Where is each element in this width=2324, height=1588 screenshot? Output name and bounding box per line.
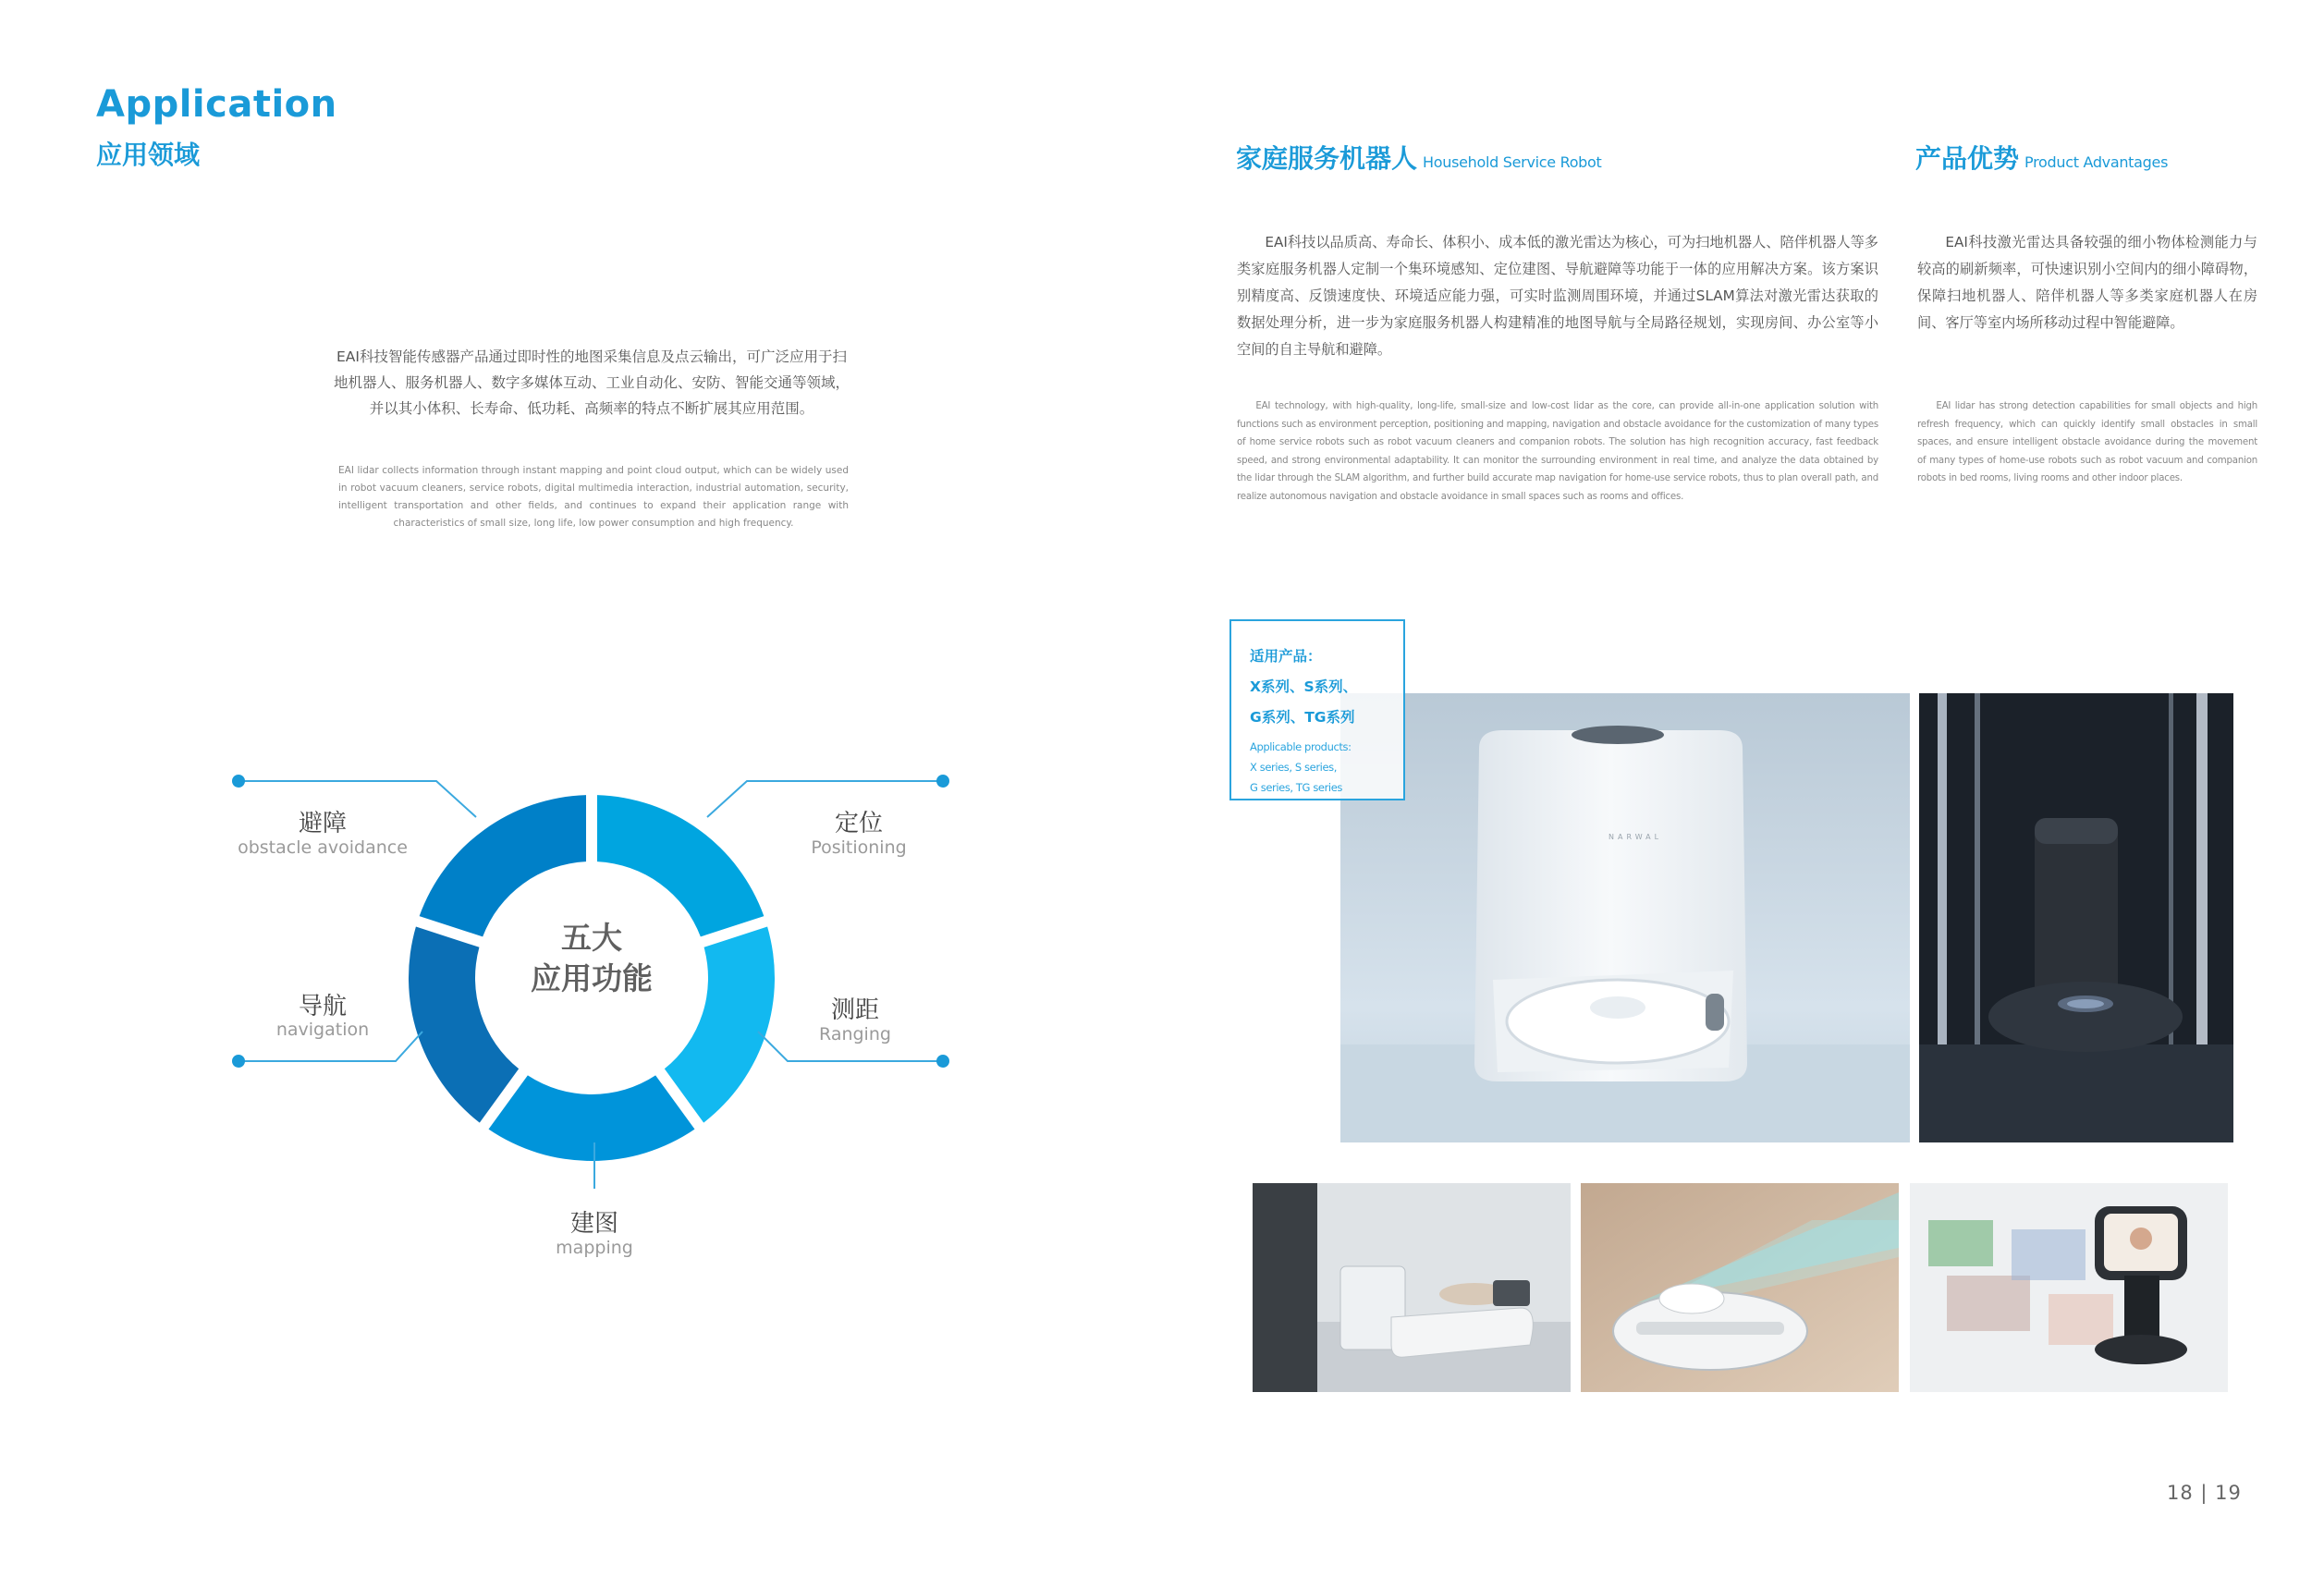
applicable-products-en-line1: Applicable products: (1250, 740, 1352, 753)
household-robot-title-en: Household Service Robot (1423, 153, 1602, 171)
applicable-series-cn-1: X系列、S系列、 (1250, 678, 1358, 695)
photo-base-station (1340, 693, 1910, 1142)
household-robot-body-en: EAI technology, with high-quality, long-life, small-size and low-cost lidar as the core, can provide all-in-one application solution with functions such as environment perception, positioning and mapping, navigation and obstacle avoidance for the customization of many types of home service robots such as robot vacuum cleaners and companion robots. The solution has high recognition accuracy, fast feedback speed, and strong environmental adaptability. It can monitor the surrounding environment in real time, and analyze the data obtained by the lidar through the SLAM algorithm, and further build accurate map navigation for home-use service robots, thus to plan overall path, and realize autonomous navigation and obstacle avoidance in small spaces such as rooms and offices. (1237, 401, 1878, 502)
household-robot-body-cn: EAI科技以品质高、寿命长、体积小、成本低的激光雷达为核心，可为扫地机器人、陪伴机器人等多类家庭服务机器人定制一个集环境感知、定位建图、导航避障等功能于一体的应用解决方案。该方案识别精度高、反馈速度快、环境适应能力强，可实时监测周围环境，并通过SLAM算法对激光雷达获取的数据处理分析，进一步为家庭服务机器人构建精准的地图导航与全局路径规划，实现房间、办公室等小空间的自主导航和避障。 (1237, 234, 1878, 358)
function-label-obstacle-cn: 避障 (298, 810, 347, 837)
photo-robot-living-room (1253, 1183, 1571, 1392)
leader-dot-ranging (936, 1055, 949, 1068)
photo-companion-robot (1910, 1183, 2228, 1392)
leader-dot-positioning (936, 775, 949, 788)
page-title-en: Application (96, 83, 337, 126)
intro-text-cn: EAI科技智能传感器产品通过即时性的地图采集信息及点云输出，可广泛应用于扫地机器人、服务机器人、数字多媒体互动、工业自动化、安防、智能交通等领域，并以其小体积、长寿命、低功耗、高频率的特点不断扩展其应用范围。 (333, 348, 850, 417)
photo-dark-robot (1919, 693, 2233, 1142)
applicable-products-box (1229, 619, 1405, 800)
applicable-products-en-line3: G series, TG series (1250, 781, 1342, 794)
function-label-ranging-cn: 测距 (830, 996, 879, 1024)
page-title-cn: 应用领域 (96, 140, 201, 170)
product-advantages-body-en: EAI lidar has strong detection capabilities for small objects and high refresh frequency, which can quickly identify small obstacles in small spaces, and ensure intelligent obstacle avoidance during the movement of many types of home-use robots such as robot vacuum and companion robots in bed rooms, living rooms and other indoor places. (1917, 401, 2257, 483)
ring-segment-mapping (489, 1075, 695, 1161)
station-brand-mark: NARWAL (1608, 833, 1663, 841)
function-label-positioning-en: Positioning (811, 837, 907, 858)
leader-dot-navigation (232, 1055, 245, 1068)
function-label-positioning-cn: 定位 (834, 810, 883, 837)
leader-dot-obstacle (232, 775, 245, 788)
page-numbers: 18 | 19 (2167, 1482, 2242, 1504)
ring-center-line2: 应用功能 (531, 960, 653, 996)
product-advantages-body-cn: EAI科技激光雷达具备较强的细小物体检测能力与较高的刷新频率，可快速识别小空间内的细小障碍物，保障扫地机器人、陪伴机器人等多类家庭机器人在房间、客厅等室内场所移动过程中智能避障。 (1917, 234, 2257, 331)
applicable-products-label-cn: 适用产品： (1250, 648, 1322, 665)
photo-robot-lidar-scan (1581, 1183, 1899, 1392)
ring-center-line1: 五大 (561, 920, 622, 956)
household-robot-title-cn: 家庭服务机器人 (1236, 143, 1418, 174)
product-advantages-heading (1915, 139, 2168, 176)
function-label-mapping-cn: 建图 (569, 1210, 618, 1238)
applicable-series-cn-2: G系列、TG系列 (1250, 709, 1355, 726)
product-advantages-title-en: Product Advantages (2024, 153, 2169, 171)
applicable-products-en-line2: X series, S series, (1250, 761, 1337, 774)
household-robot-heading (1236, 139, 1602, 176)
intro-text-en: EAI lidar collects information through instant mapping and point cloud output, which can be widely used in robot vacuum cleaners, service robots, digital multimedia interaction, industrial automation, security, intelligent transportation and other fields, and continues to expand their application range with characteristics of small size, long life, low power consumption and high frequency. (338, 465, 849, 529)
function-label-ranging-en: Ranging (819, 1024, 891, 1044)
function-label-navigation-cn: 导航 (298, 993, 347, 1020)
function-label-mapping-en: mapping (556, 1238, 633, 1258)
applicable-products-label-en (1250, 737, 1403, 798)
product-advantages-title-cn: 产品优势 (1915, 143, 2020, 174)
function-label-navigation-en: navigation (275, 1020, 370, 1040)
five-functions-diagram (0, 0, 1156, 1588)
function-label-obstacle-en: obstacle avoidance (238, 837, 408, 858)
